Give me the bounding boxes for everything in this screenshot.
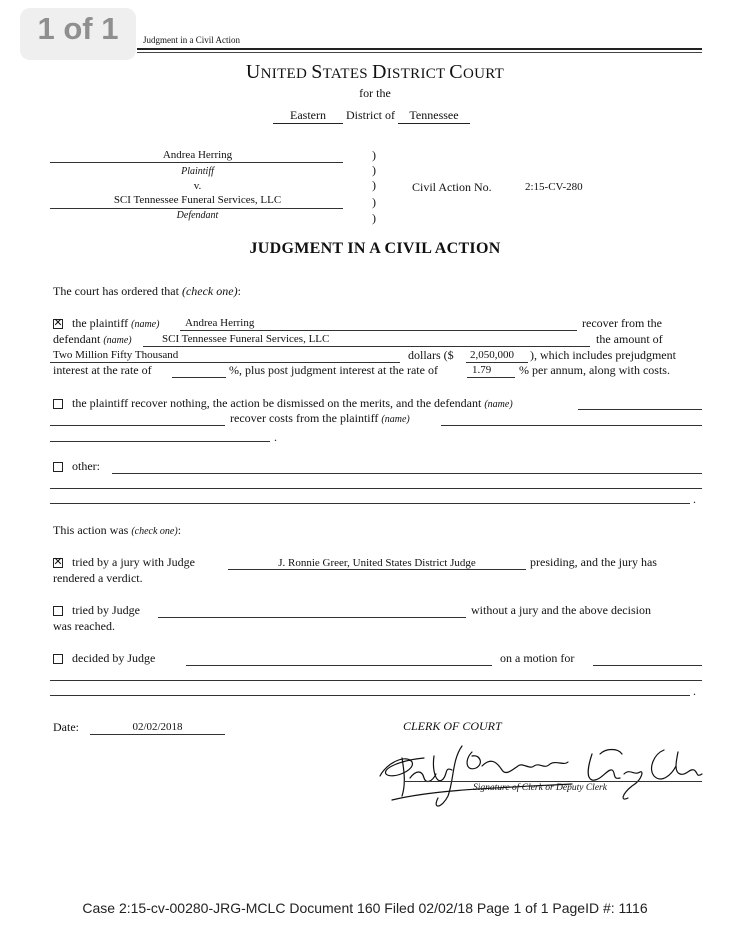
post-judgment-label: %, plus post judgment interest at the rate of (229, 363, 438, 377)
caption-paren: ) (372, 211, 376, 225)
checkbox-plaintiff-recover[interactable]: ✕ (53, 317, 63, 329)
other-line-2 (50, 488, 702, 489)
defendant-label: Defendant (176, 210, 219, 221)
other-label: other: (72, 459, 100, 473)
plaintiff-name: Andrea Herring (162, 149, 233, 161)
option2-text: the plaintiff recover nothing, the action be dismissed on the merits, and the defendant (name) (72, 396, 513, 410)
checkbox-judge-trial[interactable] (53, 606, 63, 616)
civil-action-number: 2:15-CV-280 (525, 181, 583, 193)
option2-period: . (274, 430, 277, 444)
civil-action-label: Civil Action No. (412, 180, 492, 194)
jury-judge-line (228, 569, 526, 570)
district-prefix: Eastern (273, 108, 343, 124)
prejudgment-rate-line (172, 377, 226, 378)
date-label: Date: (53, 720, 79, 734)
other-line-3 (50, 503, 690, 504)
judge-trial-lead: tried by Judge (72, 603, 140, 617)
jury-lead: tried by a jury with Judge (72, 555, 195, 569)
versus-label: v. (193, 180, 202, 192)
header-rule (137, 48, 702, 50)
option2-line-2 (50, 441, 270, 442)
post-judgment-rate: 1.79 (472, 364, 492, 376)
header-rule-thin (137, 52, 702, 53)
per-annum-label: % per annum, along with costs. (519, 363, 670, 377)
defendant-name: SCI Tennessee Funeral Services, LLC (113, 194, 282, 206)
amount-number: 2,050,000 (470, 349, 514, 361)
amount-of-label: the amount of (596, 332, 663, 346)
court-name: UNITED STATES DISTRICT COURT (245, 61, 505, 83)
order-intro: The court has ordered that (check one): (53, 284, 241, 298)
interest-rate-label: interest at the rate of (53, 363, 152, 377)
signature-line (404, 781, 702, 782)
checkbox-recover-nothing[interactable] (53, 399, 63, 409)
checkbox-jury-trial[interactable]: ✕ (53, 556, 63, 568)
option1-defendant-line (143, 346, 590, 347)
judge-trial-line (158, 617, 466, 618)
includes-prejudgment-label: ), which includes prejudgment (530, 348, 676, 362)
option1-plaintiff-name: Andrea Herring (185, 317, 255, 329)
option2-defendant-line (578, 409, 702, 410)
without-jury-label: without a jury and the above decision (471, 603, 651, 617)
signature-caption: Signature of Clerk or Deputy Clerk (473, 783, 607, 793)
document-title: JUDGMENT IN A CIVIL ACTION (249, 240, 501, 257)
option1-plaintiff-line (180, 330, 577, 331)
page-indicator-badge: 1 of 1 (20, 8, 136, 60)
other-period: . (693, 492, 696, 506)
rendered-verdict-label: rendered a verdict. (53, 571, 143, 585)
defendant-line (50, 208, 343, 209)
case-footer: Case 2:15-cv-00280-JRG-MCLC Document 160 Filed 02/02/18 Page 1 of 1 PageID #: 1116 (82, 900, 648, 916)
checkbox-decided-by-judge[interactable] (53, 654, 63, 664)
decided-line-3 (50, 695, 690, 696)
district-of-label: District of (346, 108, 395, 122)
decided-period: . (693, 684, 696, 698)
caption-paren: ) (372, 178, 376, 192)
caption-paren: ) (372, 195, 376, 209)
other-line-1 (112, 473, 702, 474)
post-rate-line (467, 377, 515, 378)
option2-line (50, 425, 225, 426)
clerk-of-court-heading: CLERK OF COURT (403, 719, 502, 733)
checkbox-other[interactable] (53, 462, 63, 472)
motion-line (593, 665, 702, 666)
plaintiff-line (50, 162, 343, 163)
presiding-label: presiding, and the jury has (530, 555, 657, 569)
was-reached-label: was reached. (53, 619, 115, 633)
option1-defendant-word: defendant (name) (53, 332, 132, 346)
date-line (90, 734, 225, 735)
dollars-label: dollars ($ (408, 348, 454, 362)
option1-lead: the plaintiff (name) (72, 316, 160, 330)
recover-from-label: recover from the (582, 316, 662, 330)
district-row (273, 108, 470, 124)
district-state: Tennessee (398, 108, 470, 124)
caption-paren: ) (372, 148, 376, 162)
clerk-signature (372, 740, 708, 815)
caption-paren: ) (372, 163, 376, 177)
option1-defendant-name: SCI Tennessee Funeral Services, LLC (162, 333, 330, 345)
recover-costs-label: recover costs from the plaintiff (name) (230, 411, 410, 425)
decided-judge-line (186, 665, 492, 666)
for-the-label: for the (359, 86, 391, 100)
motion-for-label: on a motion for (500, 651, 575, 665)
presiding-judge-name: J. Ronnie Greer, United States District Judge (278, 557, 476, 569)
option2-plaintiff-line (441, 425, 702, 426)
decided-lead: decided by Judge (72, 651, 156, 665)
plaintiff-label: Plaintiff (181, 166, 214, 177)
action-intro: This action was (check one): (53, 523, 182, 537)
date-value: 02/02/2018 (132, 721, 183, 733)
amount-in-words: Two Million Fifty Thousand (53, 349, 179, 361)
decided-line-2 (50, 680, 702, 681)
form-header-label: Judgment in a Civil Action (143, 35, 240, 45)
